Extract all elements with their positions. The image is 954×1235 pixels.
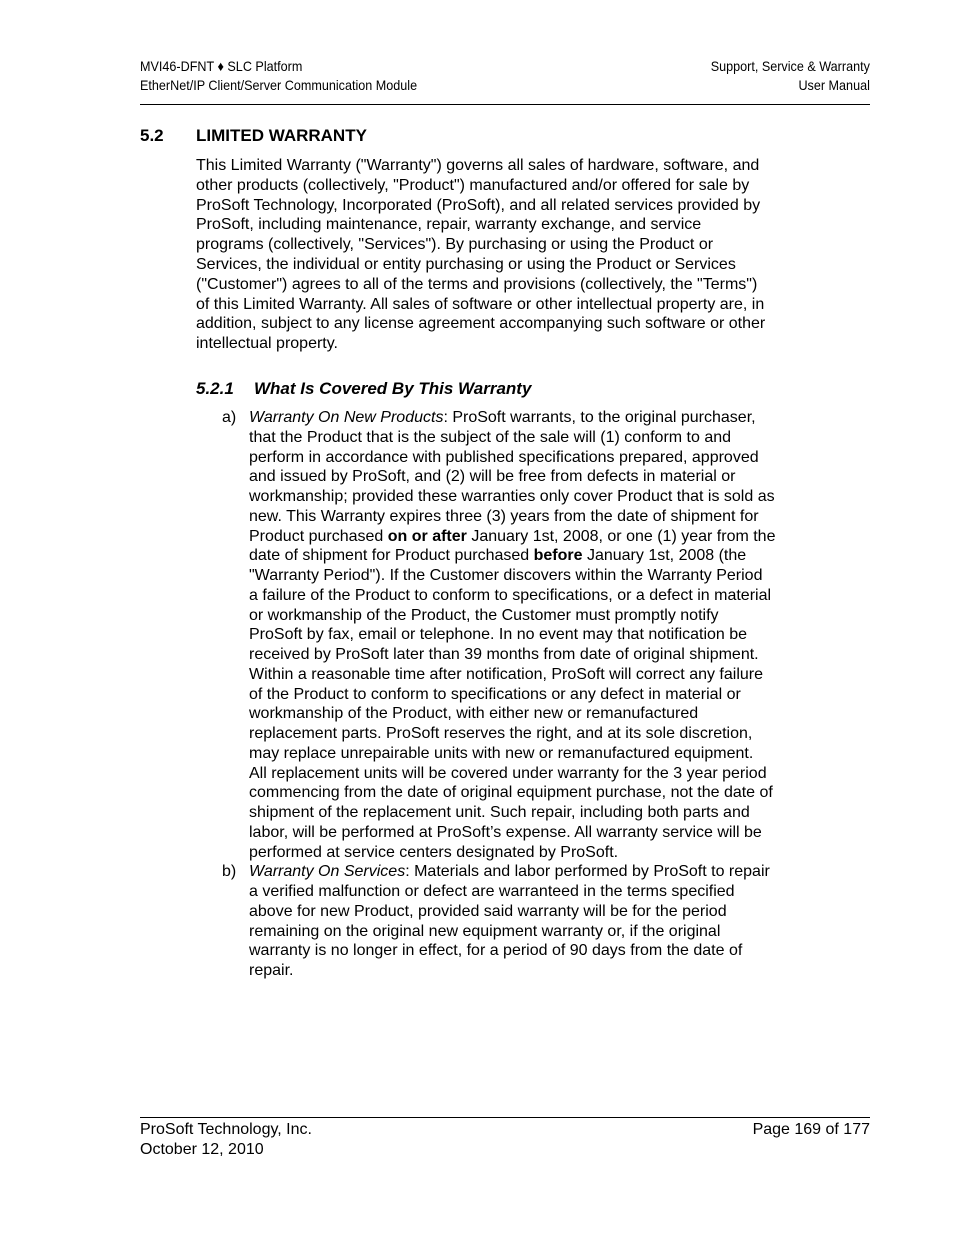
intro-line: This Limited Warranty ("Warranty") governs all sales of hardware, software, and [196,157,760,174]
header-left [140,57,417,95]
emphasis-text: on or after [387,527,467,545]
footer-date: October 12, 2010 [140,1141,264,1158]
item-line: ProSoft by fax, email or telephone. In no event may that notification be [249,626,748,644]
intro-paragraph [196,156,816,354]
item-line: that the Product that is the subject of the sale will (1) conform to and [249,428,732,446]
item-line: perform in accordance with published specifications prepared, approved [249,448,759,466]
page-header [140,57,870,105]
subsection-title: What Is Covered By This Warranty [254,379,532,398]
list-marker: b) [222,863,237,881]
item-line: a failure of the Product to conform to specifications, or a defect in material [249,586,772,604]
item-text: : Materials and labor performed by ProSoft to repair [405,863,770,881]
item-line: above for new Product, provided said warranty will be for the period [249,902,727,920]
header-chapter: Support, Service & Warranty [710,58,870,74]
item-line: Within a reasonable time after notification, ProSoft will correct any failure [249,665,764,683]
header-right [711,57,870,95]
item-first-line [249,408,822,428]
header-doc-type: User Manual [798,77,870,93]
item-first-line [249,862,822,882]
list-item-a [222,408,822,862]
item-text: date of shipment for Product purchased [249,547,534,565]
subsection-number: 5.2.1 [196,379,234,398]
item-line: warranty is no longer in effect, for a period of 90 days from the date of [249,942,743,960]
item-line: new. This Warranty expires three (3) years from the date of shipment for [249,507,759,525]
section-title: LIMITED WARRANTY [196,126,367,145]
item-line: performed at service centers designated by ProSoft. [249,843,619,861]
section-number: 5.2 [140,126,164,145]
item-line: workmanship; provided these warranties only cover Product that is sold as [249,488,775,505]
item-line: repair. [249,962,294,979]
list-marker: a) [222,409,237,426]
footer-company: ProSoft Technology, Inc. [140,1121,312,1138]
item-line: labor, will be performed at ProSoft’s expense. All warranty service will be [249,823,762,841]
intro-line: ProSoft Technology, Incorporated (ProSoft), and all related services provided by [196,196,761,214]
warranty-list [222,408,822,981]
item-line: or workmanship of the Product, the Customer must promptly notify [249,606,719,624]
intro-line: ("Customer") agrees to all of the terms and provisions (collectively, the "Terms") [196,275,758,293]
item-line: of the Product to conform to specifications or any defect in material or [249,685,741,703]
emphasis-text: before [533,547,583,565]
intro-line: addition, subject to any license agreement accompanying such software or other [196,315,766,333]
item-line: and issued by ProSoft, and (2) will be free from defects in material or [249,468,736,486]
item-text: : ProSoft warrants, to the original purchaser, [443,409,756,426]
item-line: remaining on the original new equipment warranty or, if the original [249,922,721,940]
item-line: replacement parts. ProSoft reserves the right, and at its sole discretion, [249,725,753,742]
item-text: Product purchased [249,527,388,545]
item-line: a verified malfunction or defect are warranteed in the terms specified [249,883,735,900]
item-line: commencing from the date of original equipment purchase, not the date of [249,784,773,802]
item-text: January 1st, 2008 (the [582,547,747,565]
item-label: Warranty On New Products [249,409,444,426]
intro-line: ProSoft, including maintenance, repair, warranty exchange, and service [196,216,702,234]
item-line: workmanship of the Product, with either new or remanufactured [249,705,699,723]
item-line [249,527,822,547]
item-line [249,546,822,566]
item-line: "Warranty Period"). If the Customer discovers within the Warranty Period [249,567,763,584]
intro-line: intellectual property. [196,335,338,353]
intro-line: other products (collectively, "Product") manufactured and/or offered for sale by [196,176,750,194]
item-label: Warranty On Services [249,863,406,881]
item-line: All replacement units will be covered under warranty for the 3 year period [249,764,767,782]
intro-line: of this Limited Warranty. All sales of software or other intellectual property are, in [196,295,765,313]
intro-line: Services, the individual or entity purchasing or using the Product or Services [196,255,736,273]
section-heading [140,125,367,147]
item-line: may replace unrepairable units with new or remanufactured equipment. [249,744,754,762]
footer-page-number: Page 169 of 177 [752,1121,870,1138]
subsection-heading [196,378,531,400]
item-line: received by ProSoft later than 39 months from date of original shipment. [249,646,759,663]
header-product: MVI46-DFNT ♦ SLC Platform [140,58,303,74]
item-text: January 1st, 2008, or one (1) year from the [466,527,776,545]
list-item-b [222,862,822,981]
item-line: shipment of the replacement unit. Such repair, including both parts and [249,804,750,821]
page-footer [140,1117,870,1158]
intro-line: programs (collectively, "Services"). By purchasing or using the Product or [196,236,714,254]
footer-left [140,1120,312,1160]
header-module: EtherNet/IP Client/Server Communication Module [140,77,418,93]
